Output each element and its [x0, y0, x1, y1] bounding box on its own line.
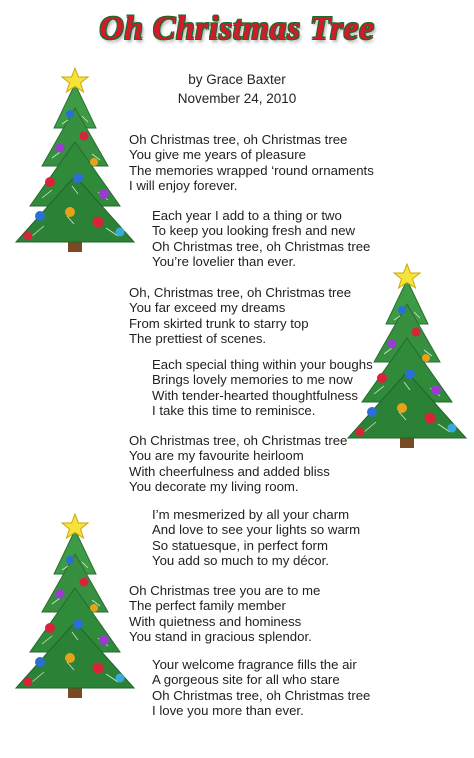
poem-line: I take this time to reminisce.	[152, 403, 316, 419]
poem-line: Each special thing within your boughs	[152, 357, 373, 372]
poem-line: A gorgeous site for all who stare	[152, 672, 340, 688]
christmas-tree-illustration-top-left	[12, 66, 138, 258]
poem-line: You give me years of pleasure	[129, 147, 306, 163]
stanza-1	[129, 132, 374, 194]
christmas-tree-illustration-right	[344, 262, 470, 454]
poem-line: Each year I add to a thing or two	[152, 208, 342, 223]
poem-line: With cheerfulness and added bliss	[129, 463, 330, 479]
poem-title: Oh Christmas Tree	[99, 10, 375, 47]
stanza-8	[152, 657, 370, 719]
stanza-4	[152, 357, 373, 419]
poem-line: With quietness and hominess	[129, 613, 302, 629]
poem-line: I will enjoy forever.	[129, 178, 238, 194]
stanza-7	[129, 583, 320, 645]
poem-line: Your welcome fragrance fills the air	[152, 657, 357, 672]
poem-line: Oh Christmas tree you are to me	[129, 583, 321, 598]
poem-line: You add so much to my décor.	[152, 553, 329, 569]
poem-line: The memories wrapped ‘round ornaments	[129, 162, 374, 178]
poem-line: Oh Christmas tree, oh Christmas tree	[129, 132, 348, 147]
poem-line: The perfect family member	[129, 598, 286, 614]
poem-line: So statuesque, in perfect form	[152, 537, 328, 553]
poem-line: I love you more than ever.	[152, 703, 304, 719]
poem-line: Oh, Christmas tree, oh Christmas tree	[129, 285, 352, 300]
author-line: by Grace Baxter	[188, 72, 286, 87]
poem-line: Oh Christmas tree, oh Christmas tree	[152, 238, 371, 254]
christmas-tree-illustration-bottom-left	[12, 512, 138, 704]
poem-line: You stand in gracious splendor.	[129, 629, 312, 645]
poem-line: Oh Christmas tree, oh Christmas tree	[129, 433, 348, 448]
stanza-3	[129, 285, 351, 347]
poem-line: I’m mesmerized by all your charm	[152, 507, 350, 522]
stanza-6	[152, 507, 360, 569]
poem-line: You’re lovelier than ever.	[152, 254, 296, 270]
stanza-5	[129, 433, 347, 495]
stanza-2	[152, 208, 370, 270]
poem-line: To keep you looking fresh and new	[152, 223, 356, 239]
date-line: November 24, 2010	[177, 91, 297, 106]
poem-line: You decorate my living room.	[129, 479, 299, 495]
poem-line: You far exceed my dreams	[129, 300, 286, 316]
poem-line: From skirted trunk to starry top	[129, 315, 309, 331]
poem-line: And love to see your lights so warm	[152, 522, 361, 538]
poem-line: The prettiest of scenes.	[129, 331, 267, 347]
poem-line: Brings lovely memories to me now	[152, 372, 353, 388]
poem-line: You are my favourite heirloom	[129, 448, 304, 464]
poem-line: With tender-hearted thoughtfulness	[152, 387, 358, 403]
poem-line: Oh Christmas tree, oh Christmas tree	[152, 687, 371, 703]
